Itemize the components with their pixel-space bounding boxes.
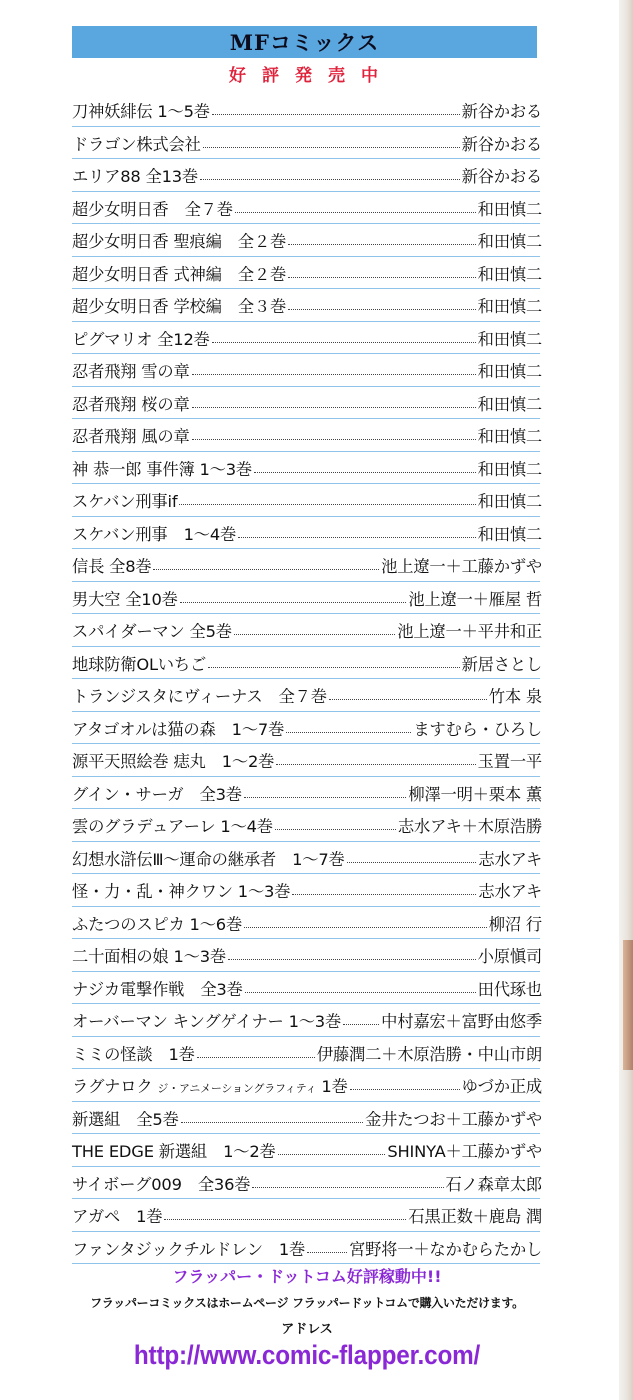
book-title-text: ピグマリオ 全12巻 — [72, 329, 210, 349]
title-row — [72, 809, 542, 842]
title-row — [72, 127, 542, 160]
book-title — [72, 1203, 162, 1227]
book-title-text: 信長 全8巻 — [72, 557, 152, 577]
book-title — [72, 521, 236, 545]
address-label: アドレス — [281, 1322, 333, 1337]
dot-leader — [200, 178, 460, 180]
book-title — [72, 586, 178, 610]
dot-leader — [164, 1218, 406, 1220]
title-row — [72, 387, 542, 420]
dot-leader — [192, 438, 476, 440]
book-title — [72, 651, 206, 675]
dot-leader — [244, 926, 487, 928]
title-row — [72, 289, 542, 322]
book-title-text: ラグナロク — [72, 1077, 153, 1097]
book-author: 玉置一平 — [477, 752, 542, 772]
book-author: ゆづか正成 — [461, 1077, 542, 1097]
dot-leader — [235, 211, 476, 213]
title-row — [72, 874, 542, 907]
book-author: 金井たつお＋工藤かずや — [365, 1109, 542, 1129]
book-author: 池上遼一＋雁屋 哲 — [408, 589, 542, 609]
book-title-text: スケバン刑事if — [72, 492, 178, 512]
book-title-text: スケバン刑事 1～4巻 — [72, 524, 237, 544]
book-subtitle: ジ・アニメーショングラフィティ — [157, 1082, 317, 1096]
title-row — [72, 777, 542, 810]
book-title — [72, 911, 242, 935]
book-author: 志水アキ — [478, 882, 542, 902]
book-title-text: 超少女明日香 学校編 全３巻 — [72, 297, 287, 317]
book-title-text: エリア88 全13巻 — [72, 167, 199, 187]
book-title-text: アタゴオルは猫の森 1～7巻 — [72, 719, 285, 739]
book-author: 和田慎二 — [477, 232, 542, 252]
book-title — [72, 488, 177, 512]
book-title-text: 忍者飛翔 雪の章 — [72, 362, 190, 382]
book-title — [72, 1073, 348, 1097]
dot-leader — [203, 146, 460, 148]
dot-leader — [307, 1251, 347, 1253]
book-title-text: 雲のグラデュアーレ 1～4巻 — [72, 817, 273, 837]
book-title — [72, 391, 190, 415]
title-row — [72, 549, 542, 582]
book-title-text: 超少女明日香 聖痕編 全２巻 — [72, 232, 287, 252]
title-row — [72, 1069, 542, 1102]
book-author: 新谷かおる — [461, 102, 542, 122]
dot-leader — [192, 406, 476, 408]
book-title — [72, 683, 327, 707]
title-row — [72, 972, 542, 1005]
dot-leader — [254, 471, 476, 473]
dot-leader — [292, 893, 476, 895]
book-author: 池上遼一＋工藤かずや — [381, 557, 542, 577]
book-title — [72, 813, 273, 837]
title-row — [72, 452, 542, 485]
dot-leader — [179, 503, 475, 505]
book-author: 石黒正数＋鹿島 潤 — [408, 1207, 542, 1227]
dot-leader — [288, 308, 476, 310]
title-row — [72, 1167, 542, 1200]
dot-leader — [212, 113, 460, 115]
dot-leader — [288, 243, 476, 245]
book-title — [72, 326, 210, 350]
dot-leader — [288, 276, 476, 278]
book-author: 和田慎二 — [477, 427, 542, 447]
dot-leader — [234, 633, 395, 635]
dot-leader — [252, 1186, 443, 1188]
book-author: 志水アキ＋木原浩勝 — [397, 817, 542, 837]
book-title — [72, 748, 274, 772]
book-title — [72, 423, 190, 447]
dot-leader — [238, 536, 476, 538]
book-author: 和田慎二 — [477, 362, 542, 382]
book-author: 新谷かおる — [461, 167, 542, 187]
dot-leader — [192, 373, 476, 375]
book-author: 新谷かおる — [461, 134, 542, 154]
book-author: 石ノ森章太郎 — [445, 1174, 542, 1194]
book-author: 田代琢也 — [477, 979, 542, 999]
page-edge — [619, 0, 633, 1400]
book-title — [72, 1106, 179, 1130]
title-row — [72, 614, 542, 647]
book-author: 中村嘉宏＋富野由悠季 — [381, 1012, 542, 1032]
imprint-banner — [72, 26, 537, 58]
title-row — [72, 1199, 542, 1232]
title-row — [72, 159, 542, 192]
title-row — [72, 744, 542, 777]
title-row — [72, 224, 542, 257]
dot-leader — [350, 1088, 460, 1090]
title-row — [72, 94, 542, 127]
website-url[interactable]: http://www.comic-flapper.com/ — [133, 1340, 481, 1370]
dot-leader — [212, 341, 476, 343]
title-row — [72, 192, 542, 225]
book-title-text: グイン・サーガ 全3巻 — [72, 784, 242, 804]
book-title — [72, 846, 345, 870]
book-title — [72, 163, 198, 187]
imprint-title: MFコミックス — [229, 30, 380, 55]
book-author: 和田慎二 — [477, 199, 542, 219]
title-row — [72, 1134, 542, 1167]
book-author: 池上遼一＋平井和正 — [397, 622, 542, 642]
dot-leader — [181, 1121, 363, 1123]
book-author: 宮野将一＋なかむらたかし — [349, 1239, 542, 1259]
book-author: 伊藤潤二＋木原浩勝・中山市朗 — [316, 1044, 542, 1064]
title-row — [72, 939, 542, 972]
book-title-text: 刀神妖緋伝 1～5巻 — [72, 102, 210, 122]
book-title — [72, 1171, 250, 1195]
dot-leader — [329, 698, 487, 700]
dot-leader — [278, 1153, 386, 1155]
book-author: 和田慎二 — [477, 459, 542, 479]
book-title-text: 新選組 全5巻 — [72, 1109, 179, 1129]
title-row — [72, 679, 542, 712]
book-title — [72, 878, 290, 902]
book-author: 和田慎二 — [477, 297, 542, 317]
book-title-text: 地球防衛OLいちご — [72, 654, 207, 674]
book-title-text: 超少女明日香 全７巻 — [72, 199, 233, 219]
book-title — [72, 553, 151, 577]
book-title — [72, 293, 286, 317]
book-author: 柳澤一明＋栗本 薫 — [408, 784, 542, 804]
dot-leader — [347, 861, 477, 863]
book-title-text: オーバーマン キングゲイナー 1～3巻 — [72, 1012, 342, 1032]
book-title-text: ファンタジックチルドレン 1巻 — [72, 1239, 306, 1259]
title-row — [72, 1037, 542, 1070]
promo-headline: フラッパー・ドットコム好評稼動中!! — [172, 1267, 442, 1286]
book-title — [72, 716, 284, 740]
book-author: 和田慎二 — [477, 492, 542, 512]
book-author: 和田慎二 — [477, 329, 542, 349]
title-row — [72, 419, 542, 452]
book-title — [72, 358, 190, 382]
dot-leader — [180, 601, 407, 603]
book-title — [72, 1236, 305, 1260]
title-row — [72, 257, 542, 290]
title-row — [72, 907, 542, 940]
book-title — [72, 98, 210, 122]
book-title-text: ナジカ電撃作戦 全3巻 — [72, 979, 243, 999]
dot-leader — [286, 731, 411, 733]
page-edge-tint — [623, 940, 633, 1070]
book-title — [72, 1008, 341, 1032]
book-author: 志水アキ — [478, 849, 542, 869]
book-author: 和田慎二 — [477, 394, 542, 414]
title-row — [72, 712, 542, 745]
book-title — [72, 228, 286, 252]
title-row — [72, 484, 542, 517]
title-row — [72, 647, 542, 680]
book-title-text: 超少女明日香 式神編 全２巻 — [72, 264, 287, 284]
book-title-text: ドラゴン株式会社 — [72, 134, 201, 154]
purchase-description: フラッパーコミックスはホームページ フラッパードットコムで購入いただけます。 — [90, 1296, 524, 1310]
book-title — [72, 456, 252, 480]
book-author: 和田慎二 — [477, 264, 542, 284]
book-title — [72, 131, 201, 155]
title-row — [72, 582, 542, 615]
book-title — [72, 618, 232, 642]
dot-leader — [275, 828, 396, 830]
dot-leader — [244, 796, 407, 798]
book-author: 和田慎二 — [477, 524, 542, 544]
book-title-text: THE EDGE 新選組 1～2巻 — [72, 1142, 276, 1162]
dot-leader — [276, 763, 475, 765]
book-title-text: アガペ 1巻 — [72, 1207, 163, 1227]
dot-leader — [153, 568, 379, 570]
dot-leader — [343, 1023, 379, 1025]
book-title-text: サイボーグ009 全36巻 — [72, 1174, 251, 1194]
book-title-text: 二十面相の娘 1～3巻 — [72, 947, 226, 967]
book-title-text: ふたつのスピカ 1～6巻 — [72, 914, 243, 934]
title-row — [72, 322, 542, 355]
book-title-text: 神 恭一郎 事件簿 1～3巻 — [72, 459, 252, 479]
book-author: ますむら・ひろし — [413, 719, 542, 739]
book-volume: 1巻 — [321, 1077, 348, 1097]
book-title — [72, 781, 242, 805]
title-row — [72, 354, 542, 387]
book-author: 竹本 泉 — [488, 687, 542, 707]
book-title-text: 源平天照絵巻 痣丸 1～2巻 — [72, 752, 275, 772]
book-title-text: ミミの怪談 1巻 — [72, 1044, 195, 1064]
book-author: 小原愼司 — [477, 947, 542, 967]
book-title — [72, 1041, 195, 1065]
book-author: 柳沼 行 — [488, 914, 542, 934]
book-title-text: 忍者飛翔 風の章 — [72, 427, 190, 447]
book-title-text: トランジスタにヴィーナス 全７巻 — [72, 687, 327, 707]
dot-leader — [228, 958, 476, 960]
title-row — [72, 1102, 542, 1135]
book-title-text: 男大空 全10巻 — [72, 589, 178, 609]
book-title — [72, 196, 233, 220]
now-on-sale-heading: 好評発売中 — [229, 66, 394, 86]
title-row — [72, 1232, 542, 1265]
book-title — [72, 261, 286, 285]
book-title — [72, 976, 243, 1000]
title-row — [72, 517, 542, 550]
book-author: SHINYA＋工藤かずや — [387, 1142, 542, 1162]
book-author: 新居さとし — [461, 654, 542, 674]
book-title-text: 怪・力・乱・神クワン 1～3巻 — [72, 882, 291, 902]
title-list — [72, 94, 542, 1264]
book-title — [72, 1138, 276, 1162]
dot-leader — [197, 1056, 315, 1058]
title-row — [72, 1004, 542, 1037]
title-row — [72, 842, 542, 875]
book-title-text: 幻想水滸伝Ⅲ～運命の継承者 1～7巻 — [72, 849, 345, 869]
book-title — [72, 943, 226, 967]
dot-leader — [208, 666, 460, 668]
book-title-text: 忍者飛翔 桜の章 — [72, 394, 190, 414]
dot-leader — [245, 991, 476, 993]
book-title-text: スパイダーマン 全5巻 — [72, 622, 232, 642]
